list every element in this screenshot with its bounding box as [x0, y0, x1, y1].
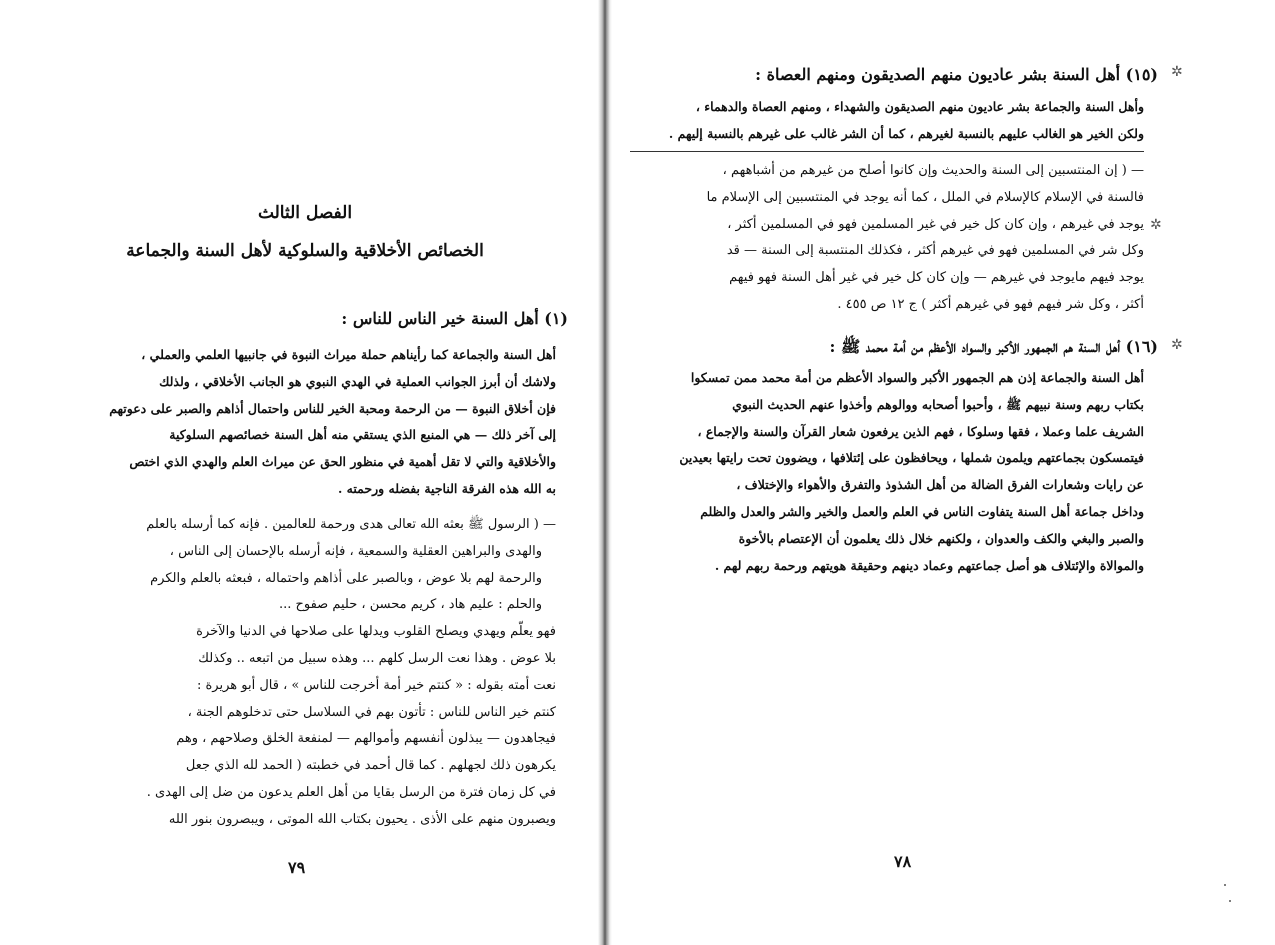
section-15-quote [630, 158, 1144, 319]
paper-speck [1224, 884, 1226, 886]
quote-line: يوجد فيهم مايوجد في غيرهم — وإن كان كل خير في غير أهل السنة فهو فيهم [729, 270, 1144, 286]
paragraph-line: عن رايات وشعارات الفرق الضالة من أهل الشذوذ والتفرق والأهواء والإختلاف ، [736, 477, 1144, 493]
paragraph-line: أهل السنة والجماعة كما رأيناهم حملة ميراث النبوة في جانبيها العلمي والعملي ، [141, 347, 556, 362]
page-number-right: ٧٨ [894, 852, 912, 871]
section-15-paragraph [630, 94, 1144, 148]
paragraph-line: إلى آخر ذلك — هي المنبع الذي يستقي منه أهل السنة خصائصهم السلوكية [169, 427, 556, 443]
quote-line: والهدى والبراهين العقلية والسمعية ، فإنه أرسله بالإحسان إلى الناس ، [169, 543, 542, 559]
paragraph-line: ولاشك أن أبرز الجوانب العملية في الهدي النبوي هو الجانب الأخلاقي ، ولذلك [159, 373, 556, 389]
quote-line: يكرهون ذلك لجهلهم . كما قال أحمد في خطبته ( الحمد لله الذي جعل [185, 758, 556, 774]
quote-line: فيجاهدون — يبذلون أنفسهم وأموالهم — لمنفعة الخلق وصلاحهم ، وهم [176, 731, 556, 747]
book-spine [598, 0, 612, 945]
quote-line: فالسنة في الإسلام كالإسلام في الملل ، كما أنه يوجد في المنتسبين إلى الإسلام ما [706, 189, 1144, 205]
paragraph-line: الشريف علما وعملا ، فقها وسلوكا ، فهم الذين يرفعون شعار القرآن والسنة والإجماع ، [697, 423, 1144, 439]
paragraph-line: فيتمسكون بجماعتهم ويلمون شملها ، ويحافظون على إئتلافها ، ويضوون تحت رايتها بعيدين [679, 450, 1144, 466]
left-paragraph-1 [42, 342, 556, 503]
left-page [0, 0, 600, 945]
chapter-subtitle: الخصائص الأخلاقية والسلوكية لأهل السنة والجماعة [126, 241, 484, 261]
paragraph-line: والأخلاقية والتي لا تقل أهمية في منظور الحق عن ميراث العلم والهدي الذي اختص [129, 454, 556, 470]
left-quote [42, 512, 556, 834]
section-heading-16: (١٦) أهل السنة هم الجمهور الأكبر والسواد الأعظم من أمة محمد ﷺ : [829, 337, 1158, 356]
quote-line: في كل زمان فترة من الرسل بقايا من أهل العلم يدعون من ضل إلى الهدى . [146, 784, 556, 800]
paragraph-line: به الله هذه الفرقة الناجية بفضله ورحمته . [337, 480, 556, 496]
section-heading-15: (١٥) أهل السنة بشر عاديون منهم الصديقون ومنهم العصاة : [755, 65, 1158, 84]
section-16-paragraph [630, 365, 1144, 579]
paper-speck [1229, 900, 1231, 902]
chapter-header [100, 198, 510, 266]
quote-line: والرحمة لهم بلا عوض ، وبالصبر على أذاهم واحتماله ، فبعثه بالعلم والكرم [150, 570, 542, 586]
asterisk-icon: ✲ [1150, 217, 1162, 233]
paragraph-line: وأهل السنة والجماعة بشر عاديون منهم الصديقون والشهداء ، ومنهم العصاة والدهماء ، [695, 99, 1144, 114]
section-heading-1: (١) أهل السنة خير الناس للناس : [341, 309, 568, 328]
paragraph-line: ولكن الخير هو الغالب عليهم بالنسبة لغيرهم ، كما أن الشر غالب على غيرهم بالنسبة إليهم . [668, 125, 1144, 141]
asterisk-icon: ✲ [1171, 337, 1183, 353]
chapter-title: الفصل الثالث [257, 203, 353, 223]
quote-line: فهو يعلّم ويهدي ويصلح القلوب ويدلها على صلاحها في الدنيا والآخرة [196, 624, 556, 640]
paragraph-line: وداخل جماعة أهل السنة يتفاوت الناس في العلم والعمل والخير والشر والعدل والظلم [700, 503, 1144, 519]
paragraph-line: أهل السنة والجماعة إذن هم الجمهور الأكبر والسواد الأعظم من أمة محمد ممن تمسكوا [690, 370, 1144, 385]
quote-line: كنتم خير الناس للناس : تأتون بهم في السلاسل حتى تدخلوهم الجنة ، [187, 704, 556, 720]
quote-line: والحلم : عليم هاد ، كريم محسن ، حليم صفوح ... [278, 597, 542, 613]
paragraph-line: بكتاب ربهم وسنة نبيهم ﷺ ، وأحبوا أصحابه ووالوهم وأخذوا عنهم الحديث النبوي [732, 396, 1144, 412]
quote-line: — ( الرسول ﷺ بعثه الله تعالى هدى ورحمة للعالمين . فإنه كما أرسله بالعلم [146, 517, 556, 532]
quote-line: بلا عوض . وهذا نعت الرسل كلهم ... وهذه سبيل من اتبعه .. وكذلك [198, 650, 556, 666]
quote-line: نعت أمته بقوله : « كنتم خير أمة أخرجت للناس » ، قال أبو هريرة : [196, 677, 556, 693]
quote-line: وكل شر في المسلمين فهو في غيرهم أكثر ، فكذلك المنتسبة إلى السنة — قد [726, 243, 1144, 259]
paragraph-line: والموالاة والإئتلاف هو أصل جماعتهم وعماد دينهم وحقيقة هويتهم ورحمة ربهم لهم . [714, 557, 1144, 573]
quote-line: يوجد في غيرهم ، وإن كان كل خير في غير المسلمين فهو في المسلمين أكثر ، [727, 216, 1144, 232]
quote-line: — ( إن المنتسبين إلى السنة والحديث وإن كانوا أصلح من غيرهم من أشباههم ، [722, 163, 1144, 178]
asterisk-icon: ✲ [1171, 64, 1183, 80]
paragraph-line: والصبر والبغي والكف والعدوان ، ولكنهم خلال ذلك يعلمون أن الإعتصام بالأخوة [738, 530, 1144, 546]
paragraph-line: فإن أخلاق النبوة — من الرحمة ومحبة الخير للناس واحتمال أذاهم والصبر على دعوتهم [109, 400, 556, 416]
page-number-left: ٧٩ [288, 858, 306, 877]
quote-line: أكثر ، وكل شر فيهم فهو في غيرهم أكثر ) ج ١٢ ص ٤٥٥ . [837, 296, 1144, 312]
quote-line: ويصبرون منهم على الأذى . يحيون بكتاب الله الموتى ، ويبصرون بنور الله [168, 811, 556, 827]
rule-line [630, 151, 1144, 152]
right-page [612, 0, 1275, 945]
